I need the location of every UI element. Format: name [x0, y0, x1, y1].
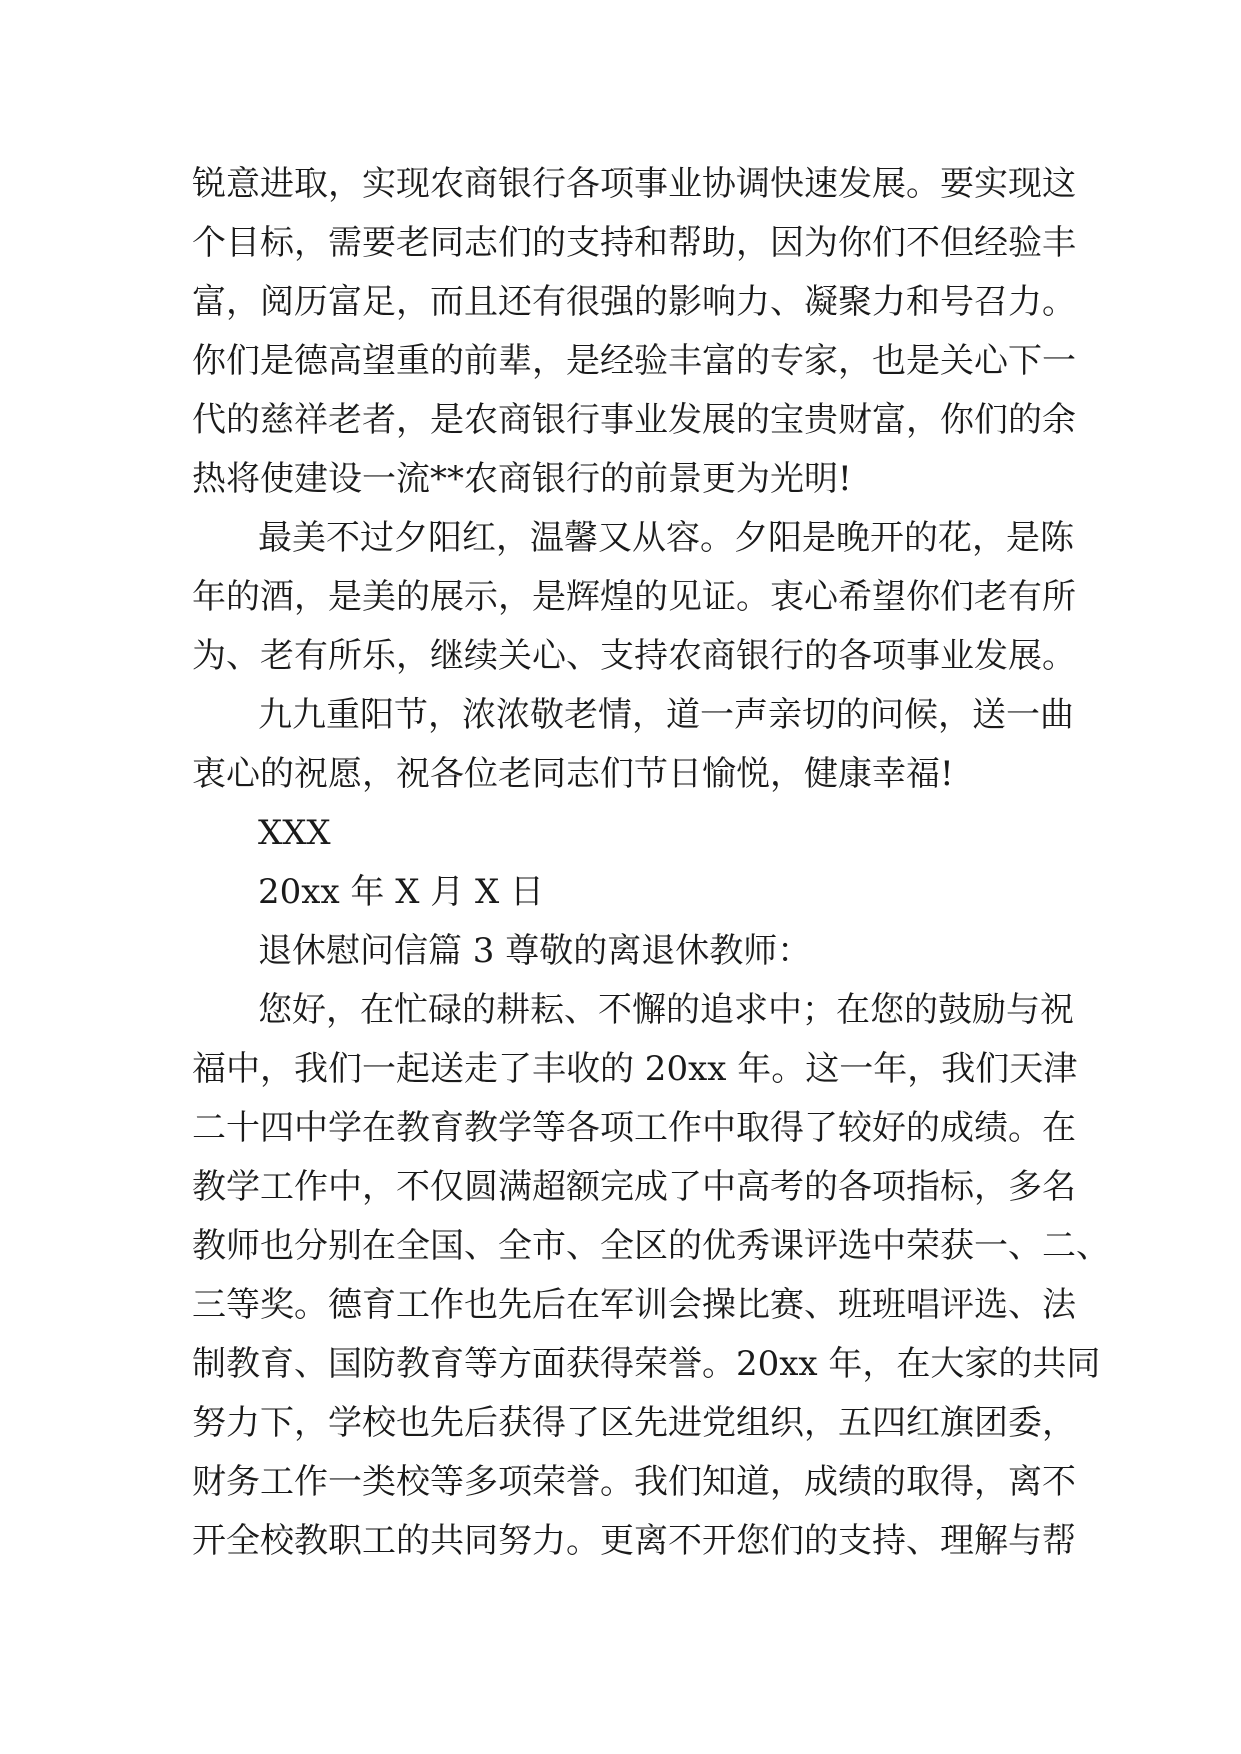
text-line: 福中，我们一起送走了丰收的 20xx 年。这一年，我们天津	[192, 1049, 1078, 1089]
text-line: 你们是德高望重的前辈，是经验丰富的专家，也是关心下一	[192, 341, 1076, 381]
text-line: 富，阅历富足，而且还有很强的影响力、凝聚力和号召力。	[192, 282, 1076, 322]
text-line: 锐意进取，实现农商银行各项事业协调快速发展。要实现这	[192, 164, 1076, 204]
text-line: 三等奖。德育工作也先后在军训会操比赛、班班唱评选、法	[192, 1285, 1076, 1325]
text-line: 开全校教职工的共同努力。更离不开您们的支持、理解与帮	[192, 1521, 1076, 1561]
text-line: 衷心的祝愿，祝各位老同志们节日愉悦，健康幸福!	[192, 754, 954, 794]
text-line: 20xx 年 X 月 X 日	[258, 872, 545, 912]
text-line: 财务工作一类校等多项荣誉。我们知道，成绩的取得，离不	[192, 1462, 1076, 1502]
text-line: 年的酒，是美的展示，是辉煌的见证。衷心希望你们老有所	[192, 577, 1076, 617]
text-line: 最美不过夕阳红，温馨又从容。夕阳是晚开的花，是陈	[258, 518, 1074, 558]
text-line: 制教育、国防教育等方面获得荣誉。20xx 年，在大家的共同	[192, 1344, 1101, 1384]
letter-body	[192, 155, 1110, 1571]
text-line: 二十四中学在教育教学等各项工作中取得了较好的成绩。在	[192, 1108, 1076, 1148]
text-line: 为、老有所乐，继续关心、支持农商银行的各项事业发展。	[192, 636, 1076, 676]
text-line: 努力下，学校也先后获得了区先进党组织，五四红旗团委，	[192, 1403, 1076, 1443]
text-line: 您好，在忙碌的耕耘、不懈的追求中；在您的鼓励与祝	[258, 990, 1074, 1030]
text-line: 个目标，需要老同志们的支持和帮助，因为你们不但经验丰	[192, 223, 1076, 263]
text-line: 九九重阳节，浓浓敬老情，道一声亲切的问候，送一曲	[258, 695, 1074, 735]
text-line: 热将使建设一流**农商银行的前景更为光明!	[192, 459, 852, 499]
text-line: 退休慰问信篇 3 尊敬的离退休教师：	[258, 931, 812, 971]
text-line: XXX	[258, 813, 331, 853]
text-line: 教师也分别在全国、全市、全区的优秀课评选中荣获一、二、	[192, 1226, 1110, 1266]
text-line: 代的慈祥老者，是农商银行事业发展的宝贵财富，你们的余	[192, 400, 1076, 440]
text-line: 教学工作中，不仅圆满超额完成了中高考的各项指标，多名	[192, 1167, 1076, 1207]
